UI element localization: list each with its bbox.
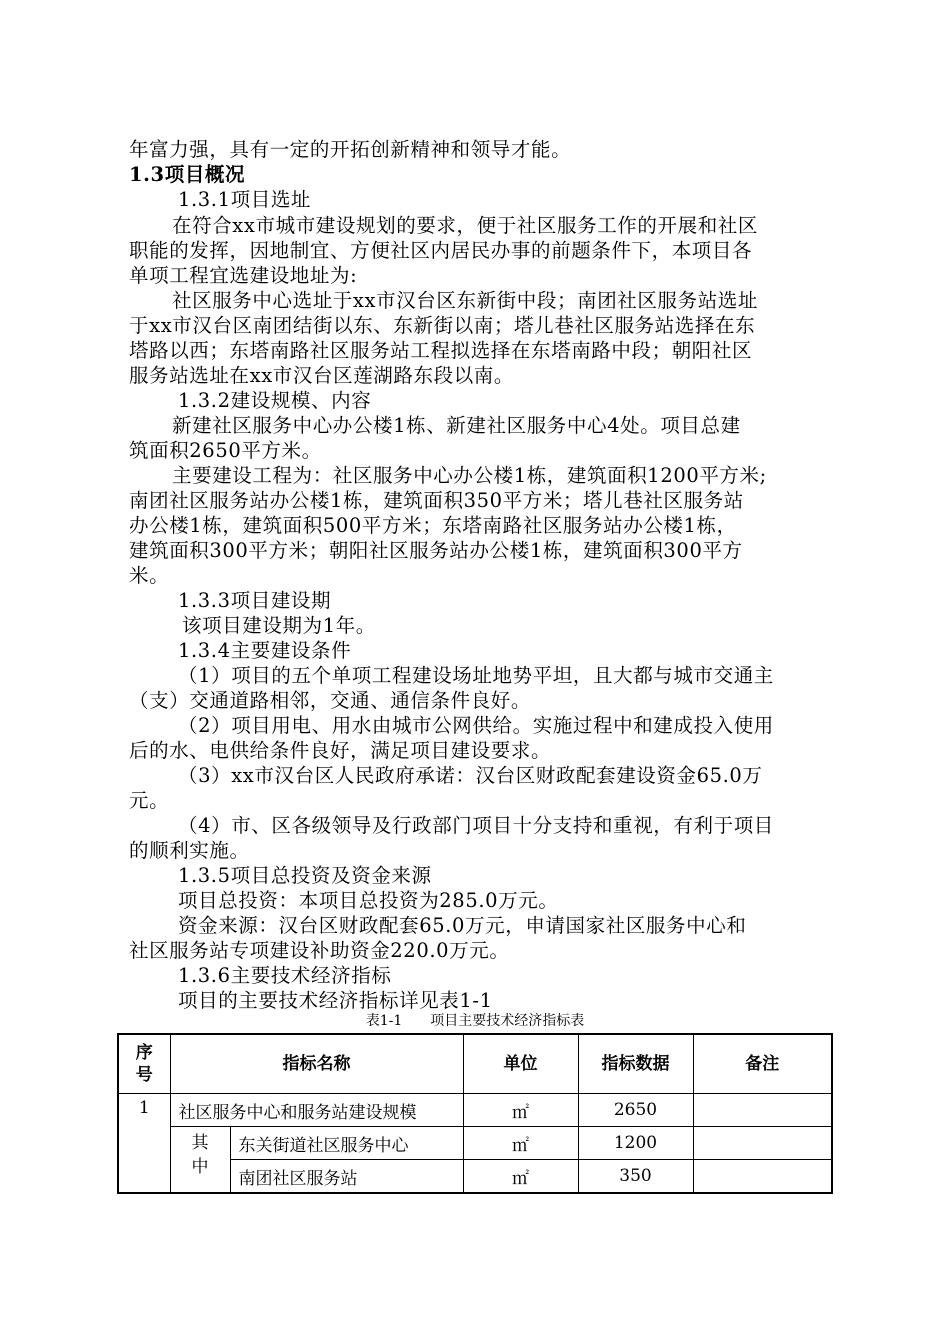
paragraph-line: 项目总投资：本项目总投资为285.0万元。 [178, 889, 559, 912]
section-heading: 1.3项目概况 [129, 163, 246, 186]
subsection-heading: 1.3.6主要技术经济指标 [178, 964, 392, 987]
subsection-heading: 1.3.1项目选址 [178, 188, 312, 211]
paragraph-line: 主要建设工程为：社区服务中心办公楼1栋，建筑面积1200平方米; [172, 464, 767, 487]
row-name: 东关街道社区服务中心 [230, 1127, 463, 1160]
paragraph-line: 年富力强，具有一定的开拓创新精神和领导才能。 [129, 138, 572, 161]
paragraph-line: 职能的发挥，因地制宜、方便社区内居民办事的前题条件下，本项目各 [129, 239, 753, 262]
row-value: 2650 [578, 1094, 693, 1127]
header-note: 备注 [693, 1034, 832, 1094]
paragraph-line: （2）项目用电、用水由城市公网供给。实施过程中和建成投入使用 [178, 714, 774, 737]
paragraph-line: 筑面积2650平方米。 [129, 439, 322, 462]
subsection-heading: 1.3.4主要建设条件 [178, 639, 352, 662]
paragraph-line: 建筑面积300平方米；朝阳社区服务站办公楼1栋，建筑面积300平方 [129, 539, 743, 562]
metrics-table [117, 1033, 833, 1194]
subsection-heading: 1.3.2建设规模、内容 [178, 389, 372, 412]
paragraph-line: 项目的主要技术经济指标详见表1-1 [178, 989, 493, 1012]
row-unit: ㎡ [463, 1160, 578, 1194]
paragraph-line: 米。 [129, 564, 170, 587]
header-value: 指标数据 [578, 1034, 693, 1094]
row-unit: ㎡ [463, 1127, 578, 1160]
table-row [118, 1094, 832, 1127]
paragraph-line: 于xx市汉台区南团结街以东、东新街以南；塔儿巷社区服务站选择在东 [129, 314, 756, 337]
subsection-heading: 1.3.5项目总投资及资金来源 [178, 864, 432, 887]
paragraph-line: 塔路以西；东塔南路社区服务站工程拟选择在东塔南路中段；朝阳社区 [129, 339, 753, 362]
paragraph-line: 的顺利实施。 [129, 839, 250, 862]
row-unit: ㎡ [463, 1094, 578, 1127]
table-header-row [118, 1034, 832, 1094]
header-index: 序号 [118, 1034, 170, 1094]
paragraph-line: 后的水、电供给条件良好，满足项目建设要求。 [129, 739, 552, 762]
row-value: 350 [578, 1160, 693, 1194]
paragraph-line: 办公楼1栋，建筑面积500平方米；东塔南路社区服务站办公楼1栋， [129, 514, 737, 537]
table-row [118, 1127, 832, 1160]
header-unit: 单位 [463, 1034, 578, 1094]
header-name: 指标名称 [170, 1034, 463, 1094]
paragraph-line: （1）项目的五个单项工程建设场址地势平坦，且大都与城市交通主 [178, 664, 774, 687]
sub-label [170, 1127, 230, 1194]
paragraph-line: 社区服务中心选址于xx市汉台区东新街中段；南团社区服务站选址 [172, 289, 758, 312]
paragraph-line: 服务站选址在xx市汉台区莲湖路东段以南。 [129, 364, 514, 387]
table-title: 项目主要技术经济指标表 [430, 1013, 585, 1029]
sub-label-text: 其中 [191, 1133, 209, 1177]
row-name: 南团社区服务站 [230, 1160, 463, 1194]
subsection-heading: 1.3.3项目建设期 [178, 589, 332, 612]
paragraph-line: 元。 [129, 789, 170, 812]
paragraph-line: （支）交通道路相邻，交通、通信条件良好。 [129, 689, 532, 712]
paragraph-line: 资金来源：汉台区财政配套65.0万元，申请国家社区服务中心和 [178, 914, 747, 937]
paragraph-line: 南团社区服务站办公楼1栋，建筑面积350平方米；塔儿巷社区服务站 [129, 489, 744, 512]
paragraph-line: 在符合xx市城市建设规划的要求，便于社区服务工作的开展和社区 [172, 214, 758, 237]
paragraph-line: 该项目建设期为1年。 [182, 614, 376, 637]
row-note [693, 1127, 832, 1160]
paragraph-line: （3）xx市汉台区人民政府承诺：汉台区财政配套建设资金65.0万 [178, 764, 763, 787]
row-note [693, 1094, 832, 1127]
row-index: 1 [118, 1094, 170, 1194]
paragraph-line: 社区服务站专项建设补助资金220.0万元。 [129, 939, 510, 962]
row-value: 1200 [578, 1127, 693, 1160]
row-note [693, 1160, 832, 1194]
table-number: 表1-1 [365, 1013, 403, 1029]
paragraph-line: 新建社区服务中心办公楼1栋、新建社区服务中心4处。项目总建 [172, 414, 741, 437]
table-caption [0, 1012, 950, 1030]
paragraph-line: （4）市、区各级领导及行政部门项目十分支持和重视，有利于项目 [178, 814, 774, 837]
row-name: 社区服务中心和服务站建设规模 [170, 1094, 463, 1127]
paragraph-line: 单项工程宜选建设地址为: [129, 264, 358, 287]
